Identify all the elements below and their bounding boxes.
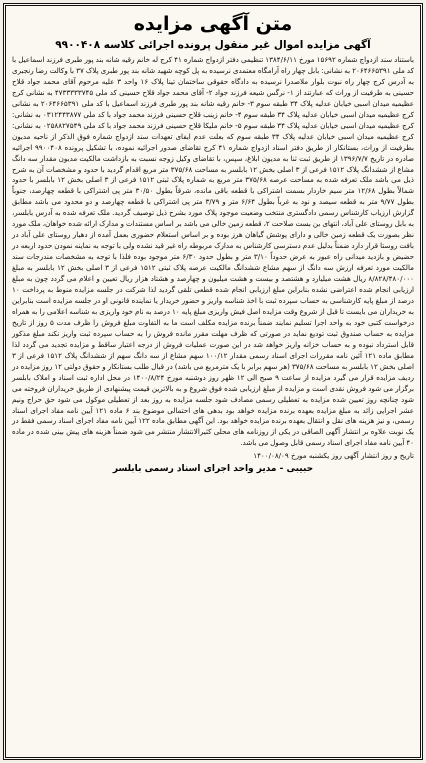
notice-body: باستناد سند ازدواج شماره ۱۵۶۹۲ مورخ ۱۳۸۴/۶/۱۱ تنظیمی دفتر ازدواج شماره ۴۱ کرج له خانم رقیه شانه بند پور طبری فرزند اسماعیل با کد ملی ۲۰۶۴۶۶۵۳۹۱ به نشانی: بابل چهار راه آرامگاه معتمدی نرسیده به پل کوچه شهید شانه بند پور طبری پلاک ۳۷ با وکالت رضا رنجبری به آدرس کرج چهار راه نبوت بلوار ملاصدرا نرسیده به دادگاه حقوقی ساختمان تینا پلاک ۱۶ واحد ۳ علیه مرحوم آقای محمد جواد قلاح حسینی به طرفیت از وراث که عبارتند از ۱- نرگس شیعه فرزند جواد ۲- آقای محمد جواد قلاح حسینی کد ملی ۴۷۳۳۳۳۳۷۴۵ به نشانی کرج عظیمیه میدان اسبی خیابان عدلیه پلاک ۳۴ طبقه سوم ۳- خانم رقیه شانه بند پور طبری فرزند اسماعیل با کد ملی ۲۰۶۴۶۶۵۳۹۱ به نشانی کرج عظیمیه میدان اسبی خیابان عدلیه پلاک ۳۴ طبقه سوم ۴- خانم زینب قلاح حسینی فرزند محمد جواد با کد ملی ۰۳۱۲۴۴۳۸۷۷ به نشانی: کرج عظیمیه میدان اسبی خیابان عدلیه پلاک ۳۴ طبقه سوم ۵- خانم ملیکا قلاح حسینی فرزند محمد جواد با کد ملی ۰۲۵۸۸۲۷۵۴۹ به نشانی: کرج عظیمیه میدان اسبی خیابان عدلیه پلاک ۳۴ طبقه سوم که بعلت عدم ایفای تعهدات سند ازدواج شماره فوق الذکر از ناحیه مدیون بطرفیت از وراث، بستانکار از طریق دفتر اسناد ازدواج شماره ۴۱ کرج تقاضای صدور اجرائیه نموده، با تشکیل پرونده ۹۹۰۰۴۰۸ اجرائیه صادره در تاریخ ۱۳۹۶/۷/۷ از طریق ثبت ثنا به مدیون ابلاغ، سپس، با تقاضای وکیل زوجه نسبت به بازداشت مالکیت مدیون مقدار سه دانگ مشاع از ششدانگ پلاک ۱۵۱۲ فرعی از ۳ اصلی بخش ۱۲ بابلسر به مساحت ۳۷۵/۶۸ متر مربع اقدام گردید با حدود و مشخصات آن به شرح ذیل می باشد ملک تعرفه شده به مساحت عرصه ۳۷۵/۶۸ متر مربع به شماره پلاک ثبتی ۱۵۱۲ فرعی از ۳ اصلی بخش ۱۲ بابلسر با حدود شمالاً بطول ۱۲/۶۸ متر سیم خاردار بسمت اشتراکی با قطعه باقی مانده، شرقاً بطول ۳۰/۵۰ متر پی اشتراکی با قطعه چهارصد، جنوباً بطول ۹/۷۷ متر به قطعه سیصد و نود به غرباً بطول ۶/۶۴ متر و ۳/۷۹ متر پی اشتراکی با قطعه چهارصد و دو محدود می باشد مطابق گزارش ارزیاب کارشناس رسمی دادگستری منتخب وضعیت موجود پلاک مورد بشرح ذیل توصیف گردید. ملک تعرفه شده به آدرس بابلسر، به بابل روستای علی آباد، انتهای بن بست صلاحت ۲، قطعه زمین خالی می باشد بر اساس مستندات و مدارک ارائه شده خواهان، ملک مورد نظر بصورت یک قطعه زمین خالی و دارای پوشش گیاهان هرز بوده و بر اساس استعلام حضوری بعمل آمده از دهیار روستای علی آباد در بافت روستا قرار دارد ضمناً بدلیل عدم دسترسی کارشناس به مدارک مربوطه راه غیر قید نشده ولی با توجه به نماینه نمودن حدود اربعه در حضیض و بازدید میدانی راه عبور به عرض حدوداً ۳/۱۰ متر و بطول حدود ۶/۳۰ متر موجود بوده فلذا با توجه به مشخصات مندرجات سند مالکیت مورد تعرفه ارزش سه دانگ از سهم مشاع ششدانگ مالکیت عرصه پلاک ثبتی ۱۵۱۲ فرعی از ۳ اصلی بخش ۱۲ بابلسر به مبلغ ۸/۸۲۸/۴۸۰/۰۰۰ ریال هشت میلیارد و هشتصد و بیست و هشت میلیون و چهارصد و هشتاد هزار ریال تعیین و اعلام می گردد چون به مبلغ ارزیابی انجام شده اعتراضی نشده بنابراین مبلغ ارزیابی انجام شده قطعی تلقی گردید لذا شرکت در جلسه مزایده منوط به پرداخت ۱۰ درصد از مبلغ پایه کارشناسی به حساب سپرده ثبت با اخذ شناسه واریز و حضور خریدار یا نماینده قانونی او در جلسه مزایده است بنابراین به خریداران می بایست تا قبل از شروع وقت مزایده اصل فیش واریزی مبلغ پایه ۱۰ درصد به نام خود واریزی به شناسه اعلامی را به همراه درخواست کتبی خود به واحد اجرا تسلیم نمایند ضمناً برنده مزایده مکلف است ما به التفاوت مبلغ فروش را ظرف مدت ۵ روز از تاریخ مزایده به حساب صندوق ثبت تودیع نماید در صورتی که ظرف مهلت مقرر مانده فروش را به حساب سپرده ثبت واریز نکند مبلغ مذکور قابل استرداد نبوده و به حساب خزانه واریز خواهد شد در این صورت عملیات فروش از درجه اعتبار ساقط و مزایده تجدید می گردد لذا مطابق ماده ۱۲۱ آئین نامه مقررات اجرای اسناد رسمی مقدار ۱۰۰/۱۲ سهم مشاع از سه دانگ سهم از ششدانگ پلاک ۱۵۱۲ فرعی از ۳ اصلی بخش ۱۲ بابلسر به مساحت ۳۷۵/۶۸ (هر سهم برابر با یک مترمربع می باشد) در قبال طلب بستانکار و حقوق دولتی ۱۲ روز مزایده در ردیف مزایده قرار می گیرد مزایده از ساعت ۹ صبح الی ۱۲ ظهر روز دوشنبه مورخ ۱۴۰۰/۸/۲۴ در محل اداره ثبت اسناد و املاک بابلسر برگزار می شود فروش نقدی است و مزایده از مبلغ ارزیابی شده فوق شروع و به بالاترین قیمت پیشنهادی از طریق خریداران فروخته می شود چنانچه روز تعیین شده مزایده به تعطیلی رسمی مصادف شود جلسه مزایده به روز بعد از تعطیلی موکول می شود حق حراج ونیم عشر اجرایی زائد به مبلغ مزایده بعهده برنده مزایده خواهد بود بدهی های احتمالی موضوع بند ۶ ماده ۱۲۱ آیین نامه مفاد اجرای اسناد رسمی، و نیز هزینه های نقل و انتقال بعهده برنده مزایده خواهد بود. این آگهی مطابق ماده ۱۲۲ آیین نامه مفاد اجرای اسناد رسمی فقط در یک نوبت علاوه بر انتشار آگهی الصاقی در یکی از روزنامه های محلی کثیرالانتشار منتشر می شود ضمناً هزینه های پیش بینی شده در ماده ۴۰ آیین نامه مفاد اجرای اسناد رسمی قابل وصول می باشد.: [12, 55, 415, 448]
signature-line: حبیبی - مدیر واحد اجرای اسناد رسمی بابلسر: [112, 464, 314, 475]
notice-title: متن آگهی مزایده: [133, 13, 293, 35]
notice-subtitle: آگهی مزایده اموال غیر منقول پرونده اجرائی کلاسه ۹۹۰۰۴۰۸: [55, 39, 371, 51]
publication-date-line: تاریخ و روز انتشار آگهی روز یکشنبه مورخ ۱۴۰۰/۰۸/۰۹: [253, 451, 414, 461]
notice-frame: [3, 3, 423, 760]
